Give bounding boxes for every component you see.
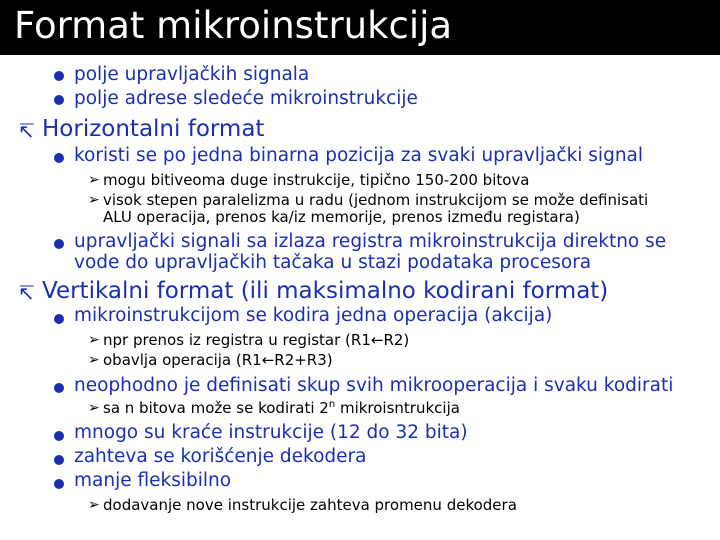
- bullet-dot-icon: [54, 431, 64, 441]
- section-heading: Horizontalni format: [42, 116, 265, 142]
- sub-bullet-text: dodavanje nove instrukcije zahteva promenu dekodera: [103, 496, 517, 514]
- sub-bullet-text-tail: mikroisntrukcija: [335, 399, 460, 417]
- bullet-dot-icon: [54, 95, 64, 105]
- arrowhead-icon: ➢: [88, 172, 100, 188]
- arrowhead-icon: ➢: [88, 332, 100, 348]
- sub-bullet-text: mogu bitiveoma duge instrukcije, tipično 150-200 bitova: [103, 171, 530, 189]
- arrowhead-icon: ➢: [88, 352, 100, 368]
- bullet-text: zahteva se korišćenje dekodera: [74, 446, 367, 467]
- arrowhead-icon: ➢: [88, 400, 100, 416]
- bullet-text: mikroinstrukcijom se kodira jedna operacija (akcija): [74, 305, 553, 326]
- sub-bullet-text: obavlja operacija (R1←R2+R3): [103, 351, 333, 369]
- bullet-dot-icon: [54, 383, 64, 393]
- bullet-text: neophodno je definisati skup svih mikrooperacija i svaku kodirati: [74, 375, 674, 396]
- slide-title: Format mikroinstrukcija: [14, 4, 453, 47]
- bullet-dot-icon: [54, 239, 64, 249]
- bullet-text: vode do upravljačkih tačaka u stazi podataka procesora: [74, 252, 592, 273]
- corner-arrow-icon: ↸: [18, 281, 35, 305]
- bullet-text: polje adrese sledeće mikroinstrukcije: [74, 88, 418, 109]
- bullet-text: manje fleksibilno: [74, 470, 232, 491]
- bullet-text: mnogo su kraće instrukcije (12 do 32 bita): [74, 422, 468, 443]
- bullet-dot-icon: [54, 71, 64, 81]
- title-bar: [0, 0, 720, 55]
- bullet-text: upravljački signali sa izlaza registra mikroinstrukcija direktno se: [74, 231, 667, 252]
- bullet-dot-icon: [54, 314, 64, 324]
- arrowhead-icon: ➢: [88, 497, 100, 513]
- superscript-n: n: [328, 399, 336, 410]
- bullet-dot-icon: [54, 153, 64, 163]
- sub-bullet-text: ALU operacija, prenos ka/iz memorije, prenos između registara): [103, 208, 580, 226]
- section-heading: Vertikalni format (ili maksimalno kodirani format): [42, 278, 609, 304]
- bullet-dot-icon: [54, 455, 64, 465]
- corner-arrow-icon: ↸: [18, 119, 35, 143]
- sub-bullet-text: visok stepen paralelizma u radu (jednom instrukcijom se može definisati: [103, 191, 649, 209]
- sub-bullet-text: npr prenos iz registra u registar (R1←R2): [103, 331, 410, 349]
- bullet-text: polje upravljačkih signala: [74, 64, 310, 85]
- bullet-text: koristi se po jedna binarna pozicija za svaki upravljački signal: [74, 145, 644, 166]
- arrowhead-icon: ➢: [88, 192, 100, 208]
- sub-bullet-text-main: sa n bitova može se kodirati 2: [103, 399, 329, 417]
- bullet-dot-icon: [54, 479, 64, 489]
- sub-bullet-text: [103, 399, 460, 417]
